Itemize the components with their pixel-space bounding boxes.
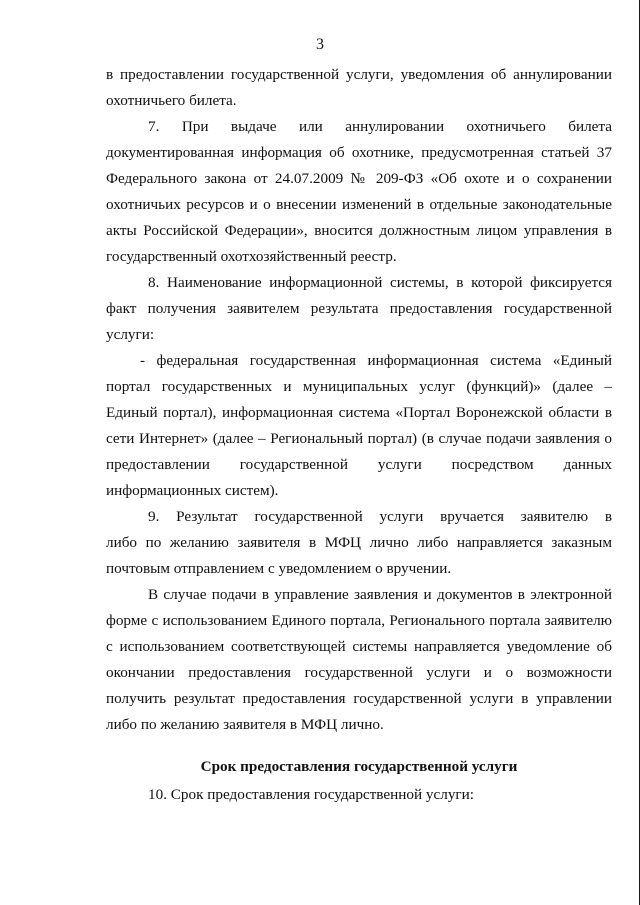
text-line: форме с использованием Единого портала, Регионального портала заявителю <box>106 612 612 629</box>
document-body <box>106 62 612 808</box>
text-line: Федерального закона от 24.07.2009 № 209-ФЗ «Об охоте и о сохранении <box>106 170 612 187</box>
section-heading: Срок предоставления государственной услуги <box>200 758 518 775</box>
text-line: услуги: <box>106 326 155 343</box>
text-line: портал государственных и муниципальных услуг (функций)» (далее – <box>106 378 612 395</box>
text-line: либо по желанию заявителя в МФЦ лично либо направляется заказным <box>106 534 612 551</box>
text-line: В случае подачи в управление заявления и документов в электронной <box>148 586 612 603</box>
text-line: с использованием соответствующей системы направляется уведомление об <box>106 638 612 655</box>
paragraph-10-line: 10. Срок предоставления государственной услуги: <box>148 786 474 803</box>
text-line: почтовым отправлением с уведомлением о вручении. <box>106 560 452 577</box>
text-line: документированная информация об охотнике, предусмотренная статьей 37 <box>106 144 612 161</box>
text-line: охотничьего билета. <box>106 92 237 109</box>
text-line: государственный охотхозяйственный реестр. <box>106 248 397 265</box>
text-line: либо по желанию заявителя в МФЦ лично. <box>106 716 384 733</box>
text-line: сети Интернет» (далее – Региональный портал) (в случае подачи заявления о <box>106 430 612 447</box>
text-line: 9. Результат государственной услуги вручается заявителю в <box>148 508 612 525</box>
text-line: 7. При выдаче или аннулировании охотничьего билета <box>148 118 612 135</box>
body-text <box>106 62 612 738</box>
text-line: окончании предоставления государственной услуги и о возможности <box>106 664 612 681</box>
text-line: в предоставлении государственной услуги, уведомления об аннулировании <box>106 66 612 83</box>
text-line: факт получения заявителем результата предоставления государственной <box>106 300 612 317</box>
text-line: информационных систем). <box>106 482 279 499</box>
page-number: 3 <box>316 36 324 53</box>
text-line: получить результат предоставления государственной услуги в управлении <box>106 690 612 707</box>
text-line: 8. Наименование информационной системы, в которой фиксируется <box>148 274 612 291</box>
text-line: - федеральная государственная информационная система «Единый <box>140 352 612 369</box>
text-line: Единый портал), информационная система «Портал Воронежской области в <box>106 404 612 421</box>
text-line: предоставлении государственной услуги посредством данных <box>106 456 612 473</box>
text-line: охотничьих ресурсов и о внесении изменений в отдельные законодательные <box>106 196 612 213</box>
text-line: акты Российской Федерации», вносится должностным лицом управления в <box>106 222 612 239</box>
